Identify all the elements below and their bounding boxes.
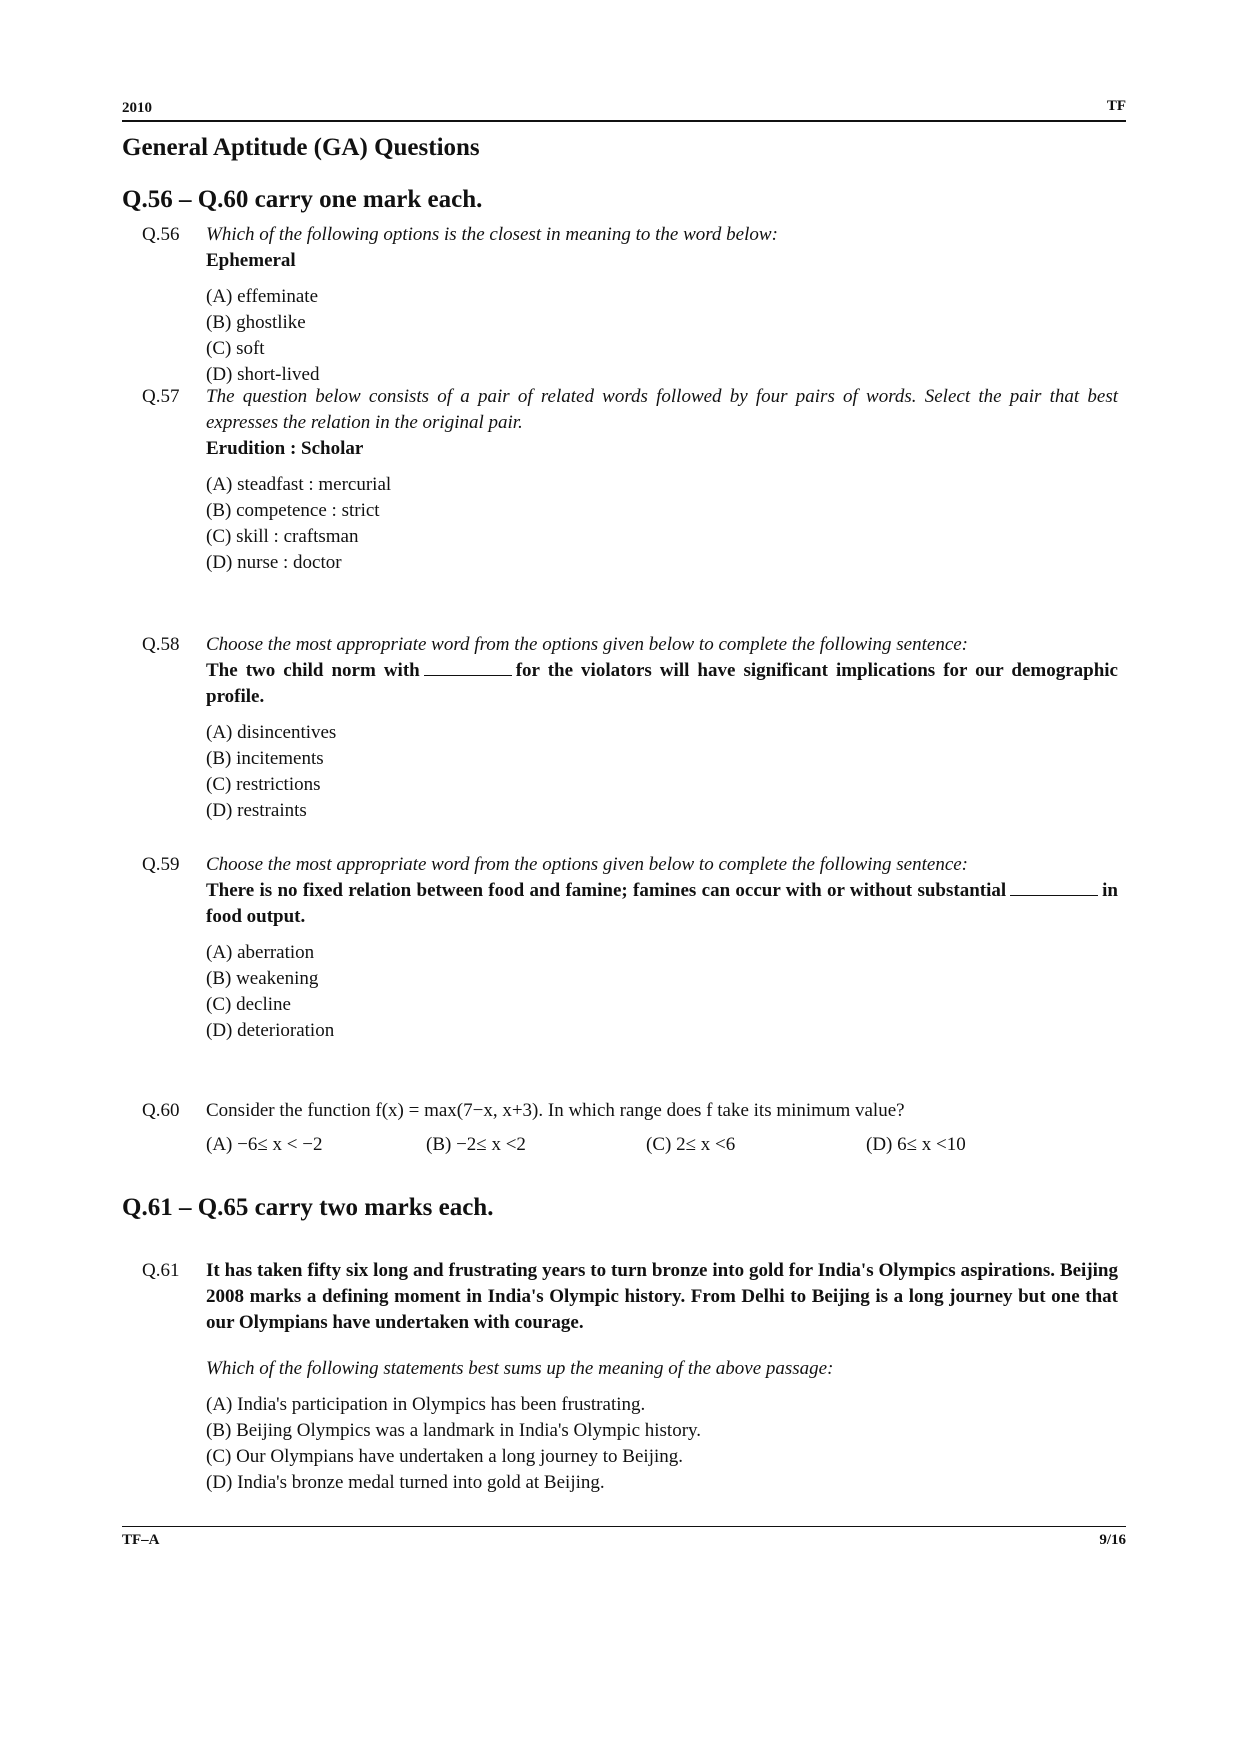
options-list: [206, 1392, 1118, 1496]
footer-code: TF–A: [122, 1532, 160, 1548]
question-60: [142, 1098, 1118, 1158]
option-b: (B) −2≤ x <2: [426, 1134, 526, 1155]
options-list: [206, 720, 1118, 824]
option-d: (D) deterioration: [206, 1020, 335, 1041]
option-c: (C) 2≤ x <6: [646, 1134, 736, 1155]
option-b: (B) incitements: [206, 748, 324, 769]
option-a: (A) effeminate: [206, 286, 319, 307]
sentence-after: for the violators will have significant implications for our demographic profile.: [206, 660, 1118, 707]
question-56: [142, 222, 1118, 388]
question-number: Q.58: [142, 634, 180, 655]
option-a: (A) disincentives: [206, 722, 337, 743]
option-d: (D) restraints: [206, 800, 307, 821]
option-d: (D) India's bronze medal turned into gold at Beijing.: [206, 1472, 605, 1493]
question-sentence: [206, 658, 1118, 710]
footer-rule: [122, 1526, 1126, 1527]
sentence-before: The two child norm with: [206, 660, 420, 681]
question-stem: Consider the function f(x) = max(7−x, x+3). In which range does f take its minimum value?: [206, 1100, 905, 1121]
question-stem: Which of the following statements best sums up the meaning of the above passage:: [206, 1358, 834, 1379]
option-d: (D) 6≤ x <10: [866, 1134, 966, 1155]
options-list: [206, 940, 1118, 1044]
group1-heading: Q.56 – Q.60 carry one mark each.: [122, 186, 483, 213]
option-a: (A) steadfast : mercurial: [206, 474, 392, 495]
page-number: 9/16: [1099, 1532, 1126, 1548]
question-number: Q.56: [142, 224, 180, 245]
header-year: 2010: [122, 100, 152, 116]
header-rule: [122, 120, 1126, 122]
header-paper-code: TF: [1106, 98, 1126, 114]
sentence-after: in food output.: [206, 880, 1118, 927]
options-list: [206, 284, 1118, 388]
group2-heading: Q.61 – Q.65 carry two marks each.: [122, 1194, 494, 1221]
question-passage: It has taken fifty six long and frustrating years to turn bronze into gold for India's Olympics aspirations. Beijing 2008 marks a defining moment in India's Olympic history. From Delhi to Beijing is a long journey but one that our Olympians have undertaken with courage.: [206, 1260, 1118, 1333]
question-pair: Erudition : Scholar: [206, 438, 364, 459]
question-stem: Choose the most appropriate word from the options given below to complete the following sentence:: [206, 634, 969, 655]
option-a: (A) aberration: [206, 942, 315, 963]
answer-blank: [424, 659, 512, 676]
question-61: [142, 1258, 1118, 1496]
question-57: [142, 384, 1118, 576]
option-d: (D) short-lived: [206, 364, 320, 385]
option-b: (B) Beijing Olympics was a landmark in India's Olympic history.: [206, 1420, 702, 1441]
option-b: (B) weakening: [206, 968, 319, 989]
question-59: [142, 852, 1118, 1044]
option-c: (C) decline: [206, 994, 291, 1015]
option-c: (C) skill : craftsman: [206, 526, 359, 547]
option-b: (B) ghostlike: [206, 312, 306, 333]
question-stem: Choose the most appropriate word from the options given below to complete the following sentence:: [206, 854, 969, 875]
question-58: [142, 632, 1118, 824]
answer-blank: [1010, 879, 1098, 896]
options-row: [206, 1132, 1118, 1158]
question-stem: Which of the following options is the closest in meaning to the word below:: [206, 224, 778, 245]
sentence-before: There is no fixed relation between food and famine; famines can occur with or without substantial: [206, 880, 1007, 901]
option-c: (C) soft: [206, 338, 265, 359]
options-list: [206, 472, 1118, 576]
option-c: (C) restrictions: [206, 774, 321, 795]
question-word: Ephemeral: [206, 250, 296, 271]
question-stem: The question below consists of a pair of related words followed by four pairs of words. Select the pair that best expresses the relation in the original pair.: [206, 386, 1118, 433]
option-a: (A) −6≤ x < −2: [206, 1134, 323, 1155]
option-b: (B) competence : strict: [206, 500, 380, 521]
option-a: (A) India's participation in Olympics has been frustrating.: [206, 1394, 646, 1415]
question-sentence: [206, 878, 1118, 930]
option-c: (C) Our Olympians have undertaken a long journey to Beijing.: [206, 1446, 684, 1467]
section-title: General Aptitude (GA) Questions: [122, 134, 480, 161]
question-number: Q.61: [142, 1260, 180, 1281]
question-number: Q.60: [142, 1100, 180, 1121]
option-d: (D) nurse : doctor: [206, 552, 342, 573]
question-number: Q.57: [142, 386, 180, 407]
question-number: Q.59: [142, 854, 180, 875]
